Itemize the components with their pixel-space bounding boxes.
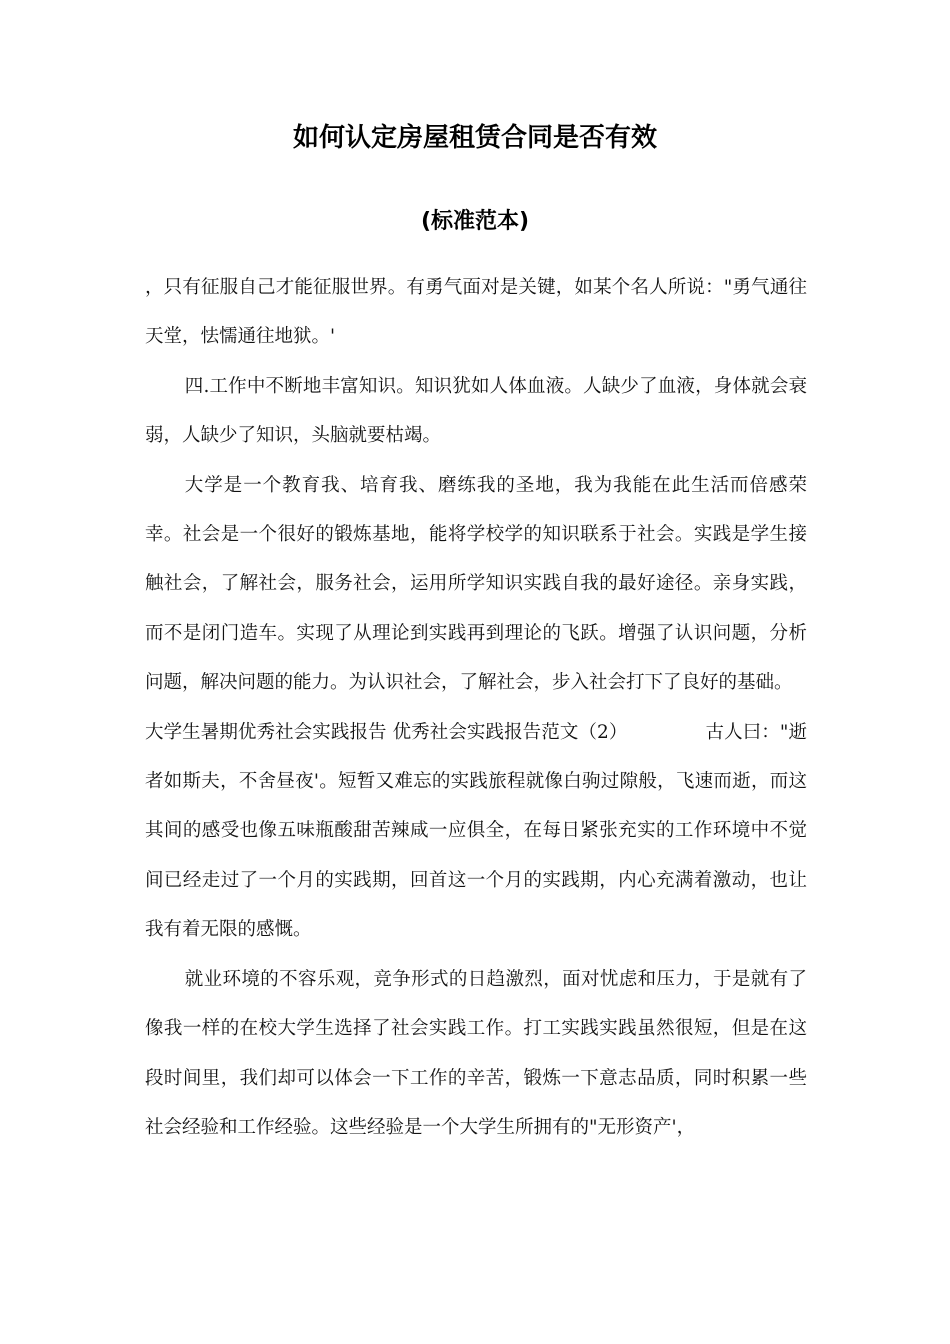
document-title: 如何认定房屋租赁合同是否有效 (292, 123, 657, 153)
document-subtitle: (标准范本) (420, 209, 530, 234)
paragraph (145, 955, 807, 1153)
paragraph (145, 362, 807, 461)
document-body (145, 263, 807, 1152)
paragraph-text: 四.工作中不断地丰富知识。知识犹如人体血液。人缺少了血液，身体就会衰弱，人缺少了知识，头脑就要枯竭。 (145, 375, 807, 447)
paragraph (145, 263, 807, 362)
section-heading: 大学生暑期优秀社会实践报告 优秀社会实践报告范文（2） (145, 721, 628, 743)
paragraph-text: 就业环境的不容乐观，竞争形式的日趋激烈，面对忧虑和压力，于是就有了像我一样的在校大学生选择了社会实践工作。打工实践实践虽然很短，但是在这段时间里，我们却可以体会一下工作的辛苦，锻炼一下意志品质，同时积累一些社会经验和工作经验。这些经验是一个大学生所拥有的"无形资产'， (145, 968, 807, 1138)
paragraph-text: 古人曰："逝者如斯夫，不舍昼夜'。短暂又难忘的实践旅程就像白驹过隙般，飞速而逝，而这其间的感受也像五味瓶酸甜苦辣咸一应俱全，在每日紧张充实的工作环境中不觉间已经走过了一个月的实践期，回首这一个月的实践期，内心充满着激动，也让我有着无限的感慨。 (145, 721, 807, 941)
paragraph-text: ，只有征服自己才能征服世界。有勇气面对是关键，如某个名人所说："勇气通往天堂，怯懦通往地狱。' (145, 277, 807, 348)
paragraph (145, 461, 807, 708)
paragraph (145, 708, 807, 955)
paragraph-text: 大学是一个教育我、培育我、磨练我的圣地，我为我能在此生活而倍感荣幸。社会是一个很好的锻炼基地，能将学校学的知识联系于社会。实践是学生接触社会，了解社会，服务社会，运用所学知识实践自我的最好途径。亲身实践，而不是闭门造车。实现了从理论到实践再到理论的飞跃。增强了认识问题，分析问题，解决问题的能力。为认识社会，了解社会，步入社会打下了良好的基础。 (145, 474, 807, 694)
